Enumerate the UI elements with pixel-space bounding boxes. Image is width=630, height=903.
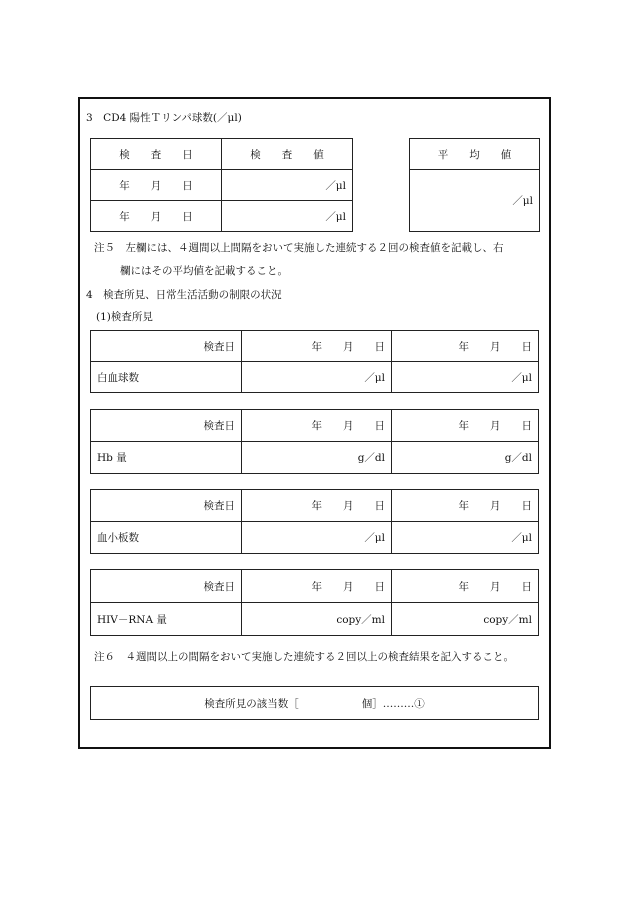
date-cell[interactable]: 年 月 日 [242,490,392,522]
row-label: 白血球数 [91,362,242,393]
note6: 注６ ４週間以上の間隔をおいて実施した連続する２回以上の検査結果を記入すること。 [94,651,514,663]
exam-day-label: 検査日 [91,410,242,442]
row-label: 血小板数 [91,522,242,554]
findings-count-box [90,686,539,720]
hb-table [90,409,539,474]
cd4-average-table [409,138,540,232]
section4-subheading: (1)検査所見 [96,311,153,323]
hiv-rna-table [90,569,539,636]
date-cell[interactable]: 年 月 日 [392,570,539,603]
date-cell[interactable]: 年 月 日 [392,490,539,522]
row-label: HIV－RNA 量 [91,603,242,636]
value-cell[interactable]: ／μl [242,522,392,554]
date-cell[interactable]: 年 月 日 [91,170,222,201]
section3-heading: 3 CD4 陽性Ｔリンパ球数(／μl) [86,112,242,124]
date-cell[interactable]: 年 月 日 [91,201,222,232]
date-cell[interactable]: 年 月 日 [242,570,392,603]
date-cell[interactable]: 年 月 日 [242,410,392,442]
date-cell[interactable]: 年 月 日 [392,410,539,442]
col-value-header: 検 査 値 [222,139,353,170]
value-cell[interactable]: g／dl [392,442,539,474]
wbc-table [90,330,539,393]
value-cell[interactable]: ／μl [222,201,353,232]
date-cell[interactable]: 年 月 日 [392,331,539,362]
exam-day-label: 検査日 [91,490,242,522]
exam-day-label: 検査日 [91,570,242,603]
section4-heading: 4 検査所見、日常生活活動の制限の状況 [86,289,282,301]
value-cell[interactable]: ／μl [392,362,539,393]
date-cell[interactable]: 年 月 日 [242,331,392,362]
row-label: Hb 量 [91,442,242,474]
cd4-table [90,138,353,232]
findings-count-text[interactable]: 検査所見の該当数［ 個］………① [204,698,425,710]
value-cell[interactable]: copy／ml [392,603,539,636]
value-cell[interactable]: ／μl [242,362,392,393]
col-avg-header: 平 均 値 [410,139,540,170]
platelet-table [90,489,539,554]
note5-line2: 欄にはその平均値を記載すること。 [120,265,288,277]
value-cell[interactable]: ／μl [222,170,353,201]
avg-value-cell[interactable]: ／μl [410,170,540,232]
value-cell[interactable]: g／dl [242,442,392,474]
note5-line1: 注５ 左欄には、４週間以上間隔をおいて実施した連続する２回の検査値を記載し、右 [94,242,504,254]
col-date-header: 検 査 日 [91,139,222,170]
value-cell[interactable]: ／μl [392,522,539,554]
exam-day-label: 検査日 [91,331,242,362]
value-cell[interactable]: copy／ml [242,603,392,636]
